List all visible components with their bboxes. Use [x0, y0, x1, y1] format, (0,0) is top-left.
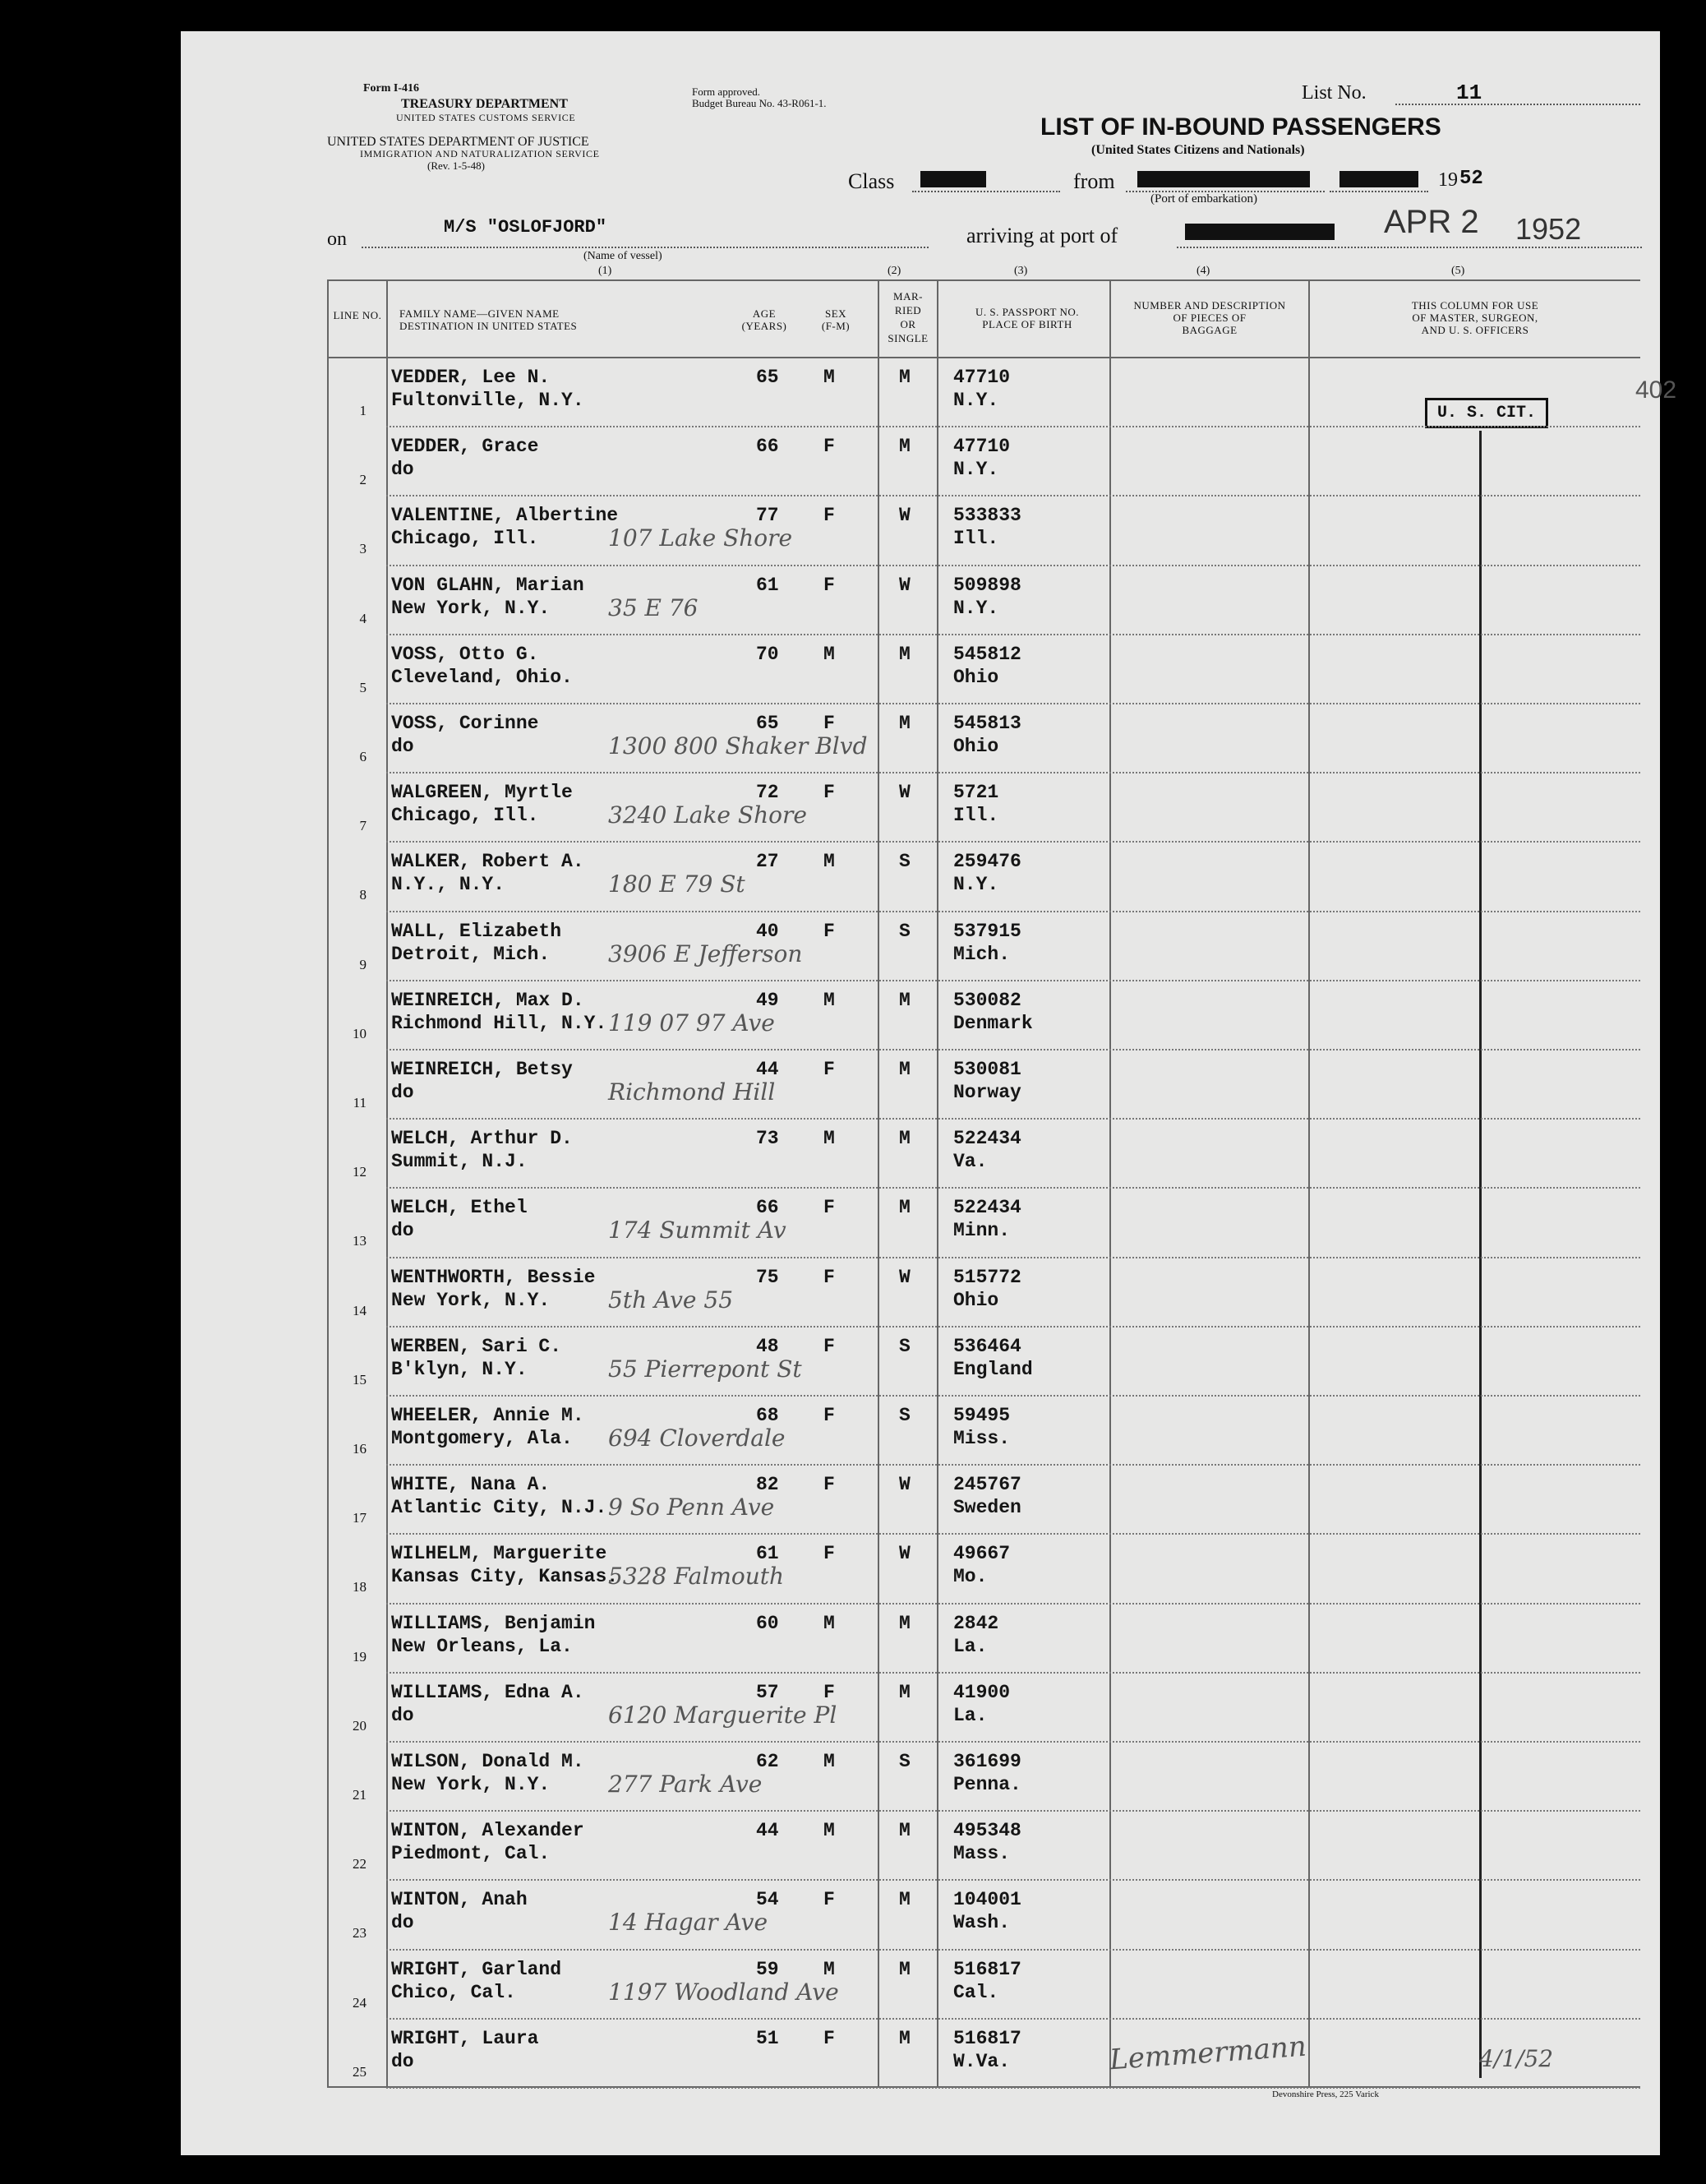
passport-number: 516817 — [953, 2027, 1021, 2049]
place-of-birth: N.Y. — [953, 390, 999, 411]
passenger-marital-status: M — [899, 2027, 911, 2049]
place-of-birth: N.Y. — [953, 459, 999, 481]
passport-number: 536464 — [953, 1335, 1021, 1357]
passenger-destination: N.Y., N.Y. — [391, 874, 505, 896]
passenger-destination: Atlantic City, N.J. — [391, 1497, 607, 1519]
passenger-sex: M — [823, 1612, 835, 1634]
passenger-age: 68 — [756, 1405, 779, 1426]
passenger-age: 60 — [756, 1612, 779, 1634]
passport-number: 47710 — [953, 367, 1011, 388]
passenger-sex: F — [823, 574, 835, 596]
passport-number: 509898 — [953, 574, 1021, 596]
arrival-stamp-date: APR 2 — [1384, 204, 1479, 240]
place-of-birth: Mo. — [953, 1566, 988, 1588]
passenger-marital-status: M — [899, 1612, 911, 1634]
row-line-number: 9 — [359, 956, 367, 972]
row-line-number: 1 — [359, 403, 367, 418]
from-label: from — [1073, 169, 1115, 193]
margin-number: 402 — [1635, 376, 1677, 404]
year-prefix: 19 — [1438, 169, 1458, 191]
row-divider — [386, 1603, 1640, 1605]
passenger-sex: F — [823, 920, 835, 942]
row-line-number: 15 — [353, 1371, 367, 1388]
passenger-marital-status: W — [899, 505, 911, 527]
usc-stamp: U. S. CIT. — [1425, 398, 1548, 428]
place-of-birth: Va. — [953, 1151, 988, 1173]
passenger-name: WEINREICH, Max D. — [391, 989, 584, 1011]
passenger-name: VON GLAHN, Marian — [391, 574, 584, 596]
row-line-number: 23 — [353, 1925, 367, 1942]
passenger-marital-status: S — [899, 920, 911, 942]
handwritten-address: 180 E 79 St — [608, 870, 745, 898]
passenger-name: WALL, Elizabeth — [391, 920, 562, 942]
row-line-number: 2 — [359, 472, 367, 488]
passenger-marital-status: S — [899, 1335, 911, 1357]
passenger-destination: do — [391, 1220, 414, 1242]
row-divider — [386, 1949, 1640, 1951]
passenger-destination: Chico, Cal. — [391, 1981, 516, 2003]
passenger-sex: F — [823, 782, 835, 804]
passenger-destination: New York, N.Y. — [391, 1289, 551, 1311]
vessel-name-label: (Name of vessel) — [583, 250, 662, 262]
passenger-marital-status: M — [899, 643, 911, 665]
on-label: on — [327, 229, 347, 250]
passport-number: 2842 — [953, 1612, 999, 1634]
passenger-destination: do — [391, 459, 414, 481]
handwritten-address: 9 So Penn Ave — [608, 1494, 775, 1521]
passenger-age: 62 — [756, 1751, 779, 1772]
passenger-destination: Chicago, Ill. — [391, 528, 539, 550]
passenger-age: 57 — [756, 1681, 779, 1703]
form-approved: Form approved. — [692, 85, 761, 98]
passenger-age: 66 — [756, 1197, 779, 1219]
passenger-age: 65 — [756, 367, 779, 388]
place-of-birth: N.Y. — [953, 597, 999, 619]
passenger-marital-status: M — [899, 436, 911, 458]
row-divider — [386, 2018, 1640, 2020]
passport-number: 47710 — [953, 436, 1011, 458]
passenger-age: 82 — [756, 1474, 779, 1496]
passenger-sex: M — [823, 851, 835, 873]
row-line-number: 22 — [353, 1856, 367, 1872]
row-divider — [386, 634, 1640, 635]
justice-department: UNITED STATES DEPARTMENT OF JUSTICE — [327, 135, 589, 149]
row-line-number: 14 — [353, 1302, 367, 1318]
passenger-sex: F — [823, 1889, 835, 1911]
passenger-marital-status: M — [899, 1681, 911, 1703]
passport-number: 104001 — [953, 1889, 1021, 1911]
passenger-destination: Richmond Hill, N.Y. — [391, 1012, 607, 1034]
passport-number: 49667 — [953, 1543, 1011, 1565]
from-value-redacted — [1137, 171, 1310, 187]
passenger-name: VOSS, Corinne — [391, 713, 539, 734]
row-divider — [386, 1672, 1640, 1674]
row-line-number: 4 — [359, 610, 367, 626]
row-line-number: 17 — [353, 1510, 367, 1526]
year-suffix: 52 — [1459, 168, 1483, 190]
passenger-marital-status: M — [899, 1128, 911, 1150]
passenger-age: 72 — [756, 782, 779, 804]
place-of-birth: Norway — [953, 1082, 1021, 1103]
passenger-marital-status: M — [899, 1958, 911, 1980]
passenger-destination: Piedmont, Cal. — [391, 1843, 551, 1865]
passenger-marital-status: S — [899, 1751, 911, 1772]
list-no-label: List No. — [1302, 82, 1367, 104]
row-divider — [386, 703, 1640, 704]
passenger-sex: F — [823, 1266, 835, 1288]
row-line-number: 21 — [353, 1787, 367, 1803]
place-of-birth: La. — [953, 1704, 988, 1726]
class-label: Class — [848, 169, 895, 193]
row-line-number: 16 — [353, 1441, 367, 1457]
passenger-name: VALENTINE, Albertine — [391, 505, 619, 527]
passenger-sex: M — [823, 989, 835, 1011]
passenger-marital-status: S — [899, 1405, 911, 1426]
class-value-redacted — [920, 171, 986, 187]
passenger-name: WINTON, Anah — [391, 1889, 528, 1911]
row-line-number: 8 — [359, 887, 367, 903]
passenger-name: WHITE, Nana A. — [391, 1474, 551, 1496]
handwritten-address: 3240 Lake Shore — [608, 801, 807, 829]
row-line-number: 18 — [353, 1579, 367, 1595]
passport-number: 59495 — [953, 1405, 1011, 1426]
passenger-marital-status: M — [899, 1197, 911, 1219]
passport-number: 522434 — [953, 1128, 1021, 1150]
row-line-number: 19 — [353, 1648, 367, 1665]
place-of-birth: Wash. — [953, 1912, 1011, 1934]
passenger-marital-status: W — [899, 1266, 911, 1288]
passenger-name: WHEELER, Annie M. — [391, 1405, 584, 1426]
passenger-age: 40 — [756, 920, 779, 942]
officer-signature: Lemmermann — [1108, 2029, 1307, 2077]
row-divider — [386, 565, 1640, 566]
passport-number: 516817 — [953, 1958, 1021, 1980]
passport-number: 361699 — [953, 1751, 1021, 1772]
port-embarkation-label: (Port of embarkation) — [1150, 192, 1257, 205]
place-of-birth: Ill. — [953, 528, 999, 550]
passenger-age: 48 — [756, 1335, 779, 1357]
passenger-marital-status: M — [899, 1820, 911, 1842]
signature-date: 4/1/52 — [1479, 2045, 1554, 2072]
handwritten-address: 1197 Woodland Ave — [608, 1978, 839, 2006]
col-header-sex: SEX (F-M) — [821, 307, 851, 332]
passport-number: 259476 — [953, 851, 1021, 873]
passenger-sex: F — [823, 1059, 835, 1080]
col-header-line-no: LINE NO. — [333, 309, 382, 321]
passenger-name: WILHELM, Marguerite — [391, 1543, 607, 1565]
place-of-birth: Minn. — [953, 1220, 1011, 1242]
passenger-name: VOSS, Otto G. — [391, 643, 539, 665]
page-subtitle: (United States Citizens and Nationals) — [1091, 143, 1305, 157]
handwritten-address: 694 Cloverdale — [608, 1424, 786, 1452]
passenger-marital-status: W — [899, 782, 911, 804]
row-line-number: 3 — [359, 541, 367, 557]
place-of-birth: Ohio — [953, 666, 999, 688]
handwritten-address: 5th Ave 55 — [608, 1286, 734, 1314]
col-number-2: (2) — [888, 265, 901, 277]
handwritten-address: 174 Summit Av — [608, 1217, 786, 1244]
col-header-baggage: NUMBER AND DESCRIPTION OF PIECES OF BAGGAGE — [1133, 299, 1286, 336]
passenger-sex: F — [823, 2027, 835, 2049]
place-of-birth: Ohio — [953, 736, 999, 757]
passenger-sex: M — [823, 1820, 835, 1842]
passport-number: 41900 — [953, 1681, 1011, 1703]
row-divider — [386, 841, 1640, 843]
passenger-name: WRIGHT, Laura — [391, 2027, 539, 2049]
passport-number: 5721 — [953, 782, 999, 804]
row-line-number: 5 — [359, 679, 367, 695]
passenger-marital-status: M — [899, 989, 911, 1011]
passenger-sex: M — [823, 367, 835, 388]
passenger-sex: F — [823, 1335, 835, 1357]
handwritten-address: 5328 Falmouth — [608, 1563, 785, 1591]
passenger-name: WENTHWORTH, Bessie — [391, 1266, 596, 1288]
passenger-destination: New Orleans, La. — [391, 1635, 573, 1657]
passenger-marital-status: W — [899, 574, 911, 596]
row-divider — [386, 1464, 1640, 1466]
passenger-name: WALGREEN, Myrtle — [391, 782, 573, 804]
passenger-age: 61 — [756, 574, 779, 596]
row-divider — [386, 1257, 1640, 1258]
row-line-number: 7 — [359, 818, 367, 834]
passenger-sex: F — [823, 1405, 835, 1426]
passenger-sex: F — [823, 505, 835, 527]
date-value-redacted — [1339, 171, 1418, 187]
passenger-name: WILSON, Donald M. — [391, 1751, 584, 1772]
passenger-sex: F — [823, 1197, 835, 1219]
row-divider — [386, 1326, 1640, 1327]
handwritten-address: 3906 E Jefferson — [608, 940, 803, 967]
passenger-destination: Cleveland, Ohio. — [391, 666, 573, 688]
handwritten-address: 6120 Marguerite Pl — [608, 1701, 837, 1729]
place-of-birth: La. — [953, 1635, 988, 1657]
passenger-marital-status: M — [899, 367, 911, 388]
handwritten-address: 119 07 97 Ave — [608, 1009, 775, 1037]
col-number-1: (1) — [598, 265, 612, 277]
vessel-name: M/S "OSLOFJORD" — [444, 217, 607, 238]
row-line-number: 6 — [359, 749, 367, 764]
handwritten-address: 107 Lake Shore — [608, 524, 793, 552]
arrival-stamp-year: 1952 — [1515, 212, 1582, 246]
col-header-passport: U. S. PASSPORT NO. PLACE OF BIRTH — [975, 306, 1079, 330]
passenger-marital-status: M — [899, 1059, 911, 1080]
place-of-birth: Mass. — [953, 1843, 1011, 1865]
passenger-destination: B'klyn, N.Y. — [391, 1358, 528, 1380]
row-divider — [386, 1533, 1640, 1535]
row-divider — [386, 1810, 1640, 1812]
passenger-age: 73 — [756, 1128, 779, 1150]
place-of-birth: England — [953, 1358, 1033, 1380]
row-divider — [386, 1187, 1640, 1189]
row-line-number: 25 — [353, 2063, 367, 2080]
passenger-age: 59 — [756, 1958, 779, 1980]
passenger-name: VEDDER, Grace — [391, 436, 539, 458]
passenger-name: WINTON, Alexander — [391, 1820, 584, 1842]
passenger-destination: do — [391, 2050, 414, 2072]
col-number-4: (4) — [1197, 265, 1210, 277]
passport-number: 522434 — [953, 1197, 1021, 1219]
row-divider — [386, 426, 1640, 427]
passenger-age: 77 — [756, 505, 779, 527]
passenger-list-sheet — [181, 31, 1677, 2155]
immigration-service: IMMIGRATION AND NATURALIZATION SERVICE — [360, 148, 600, 159]
row-divider — [386, 911, 1640, 912]
passenger-sex: F — [823, 436, 835, 458]
col-header-name: FAMILY NAME—GIVEN NAME DESTINATION IN UNITED STATES — [399, 307, 578, 332]
passenger-sex: F — [823, 1543, 835, 1565]
passenger-age: 70 — [756, 643, 779, 665]
row-line-number: 10 — [353, 1025, 367, 1041]
passenger-name: WILLIAMS, Edna A. — [391, 1681, 584, 1703]
passenger-destination: New York, N.Y. — [391, 1774, 551, 1795]
passenger-age: 75 — [756, 1266, 779, 1288]
passenger-sex: F — [823, 1474, 835, 1496]
arriving-label: arriving at port of — [966, 224, 1118, 247]
passenger-age: 44 — [756, 1820, 779, 1842]
row-divider — [386, 2087, 1640, 2089]
passenger-destination: Detroit, Mich. — [391, 943, 551, 965]
printer-imprint: Devonshire Press, 225 Varick — [1272, 2089, 1379, 2099]
passenger-sex: M — [823, 1128, 835, 1150]
passenger-name: WALKER, Robert A. — [391, 851, 584, 873]
col-number-3: (3) — [1014, 265, 1028, 277]
col-header-officer-use: THIS COLUMN FOR USE OF MASTER, SURGEON, AND U. S. OFFICERS — [1411, 299, 1539, 336]
place-of-birth: Sweden — [953, 1497, 1021, 1519]
passenger-age: 51 — [756, 2027, 779, 2049]
treasury-department: TREASURY DEPARTMENT — [401, 97, 568, 111]
page-title: LIST OF IN-BOUND PASSENGERS — [1040, 113, 1441, 141]
place-of-birth: Ohio — [953, 1289, 999, 1311]
passenger-marital-status: M — [899, 1889, 911, 1911]
passport-number: 245767 — [953, 1474, 1021, 1496]
passenger-destination: Fultonville, N.Y. — [391, 390, 584, 411]
passenger-name: WERBEN, Sari C. — [391, 1335, 562, 1357]
passenger-sex: M — [823, 1751, 835, 1772]
passenger-destination: do — [391, 1704, 414, 1726]
passenger-destination: Montgomery, Ala. — [391, 1428, 573, 1449]
passenger-age: 49 — [756, 989, 779, 1011]
passenger-destination: Kansas City, Kansas. — [391, 1566, 619, 1588]
passenger-marital-status: M — [899, 713, 911, 734]
row-line-number: 11 — [353, 1095, 367, 1110]
handwritten-address: Richmond Hill — [608, 1078, 776, 1106]
passenger-age: 54 — [756, 1889, 779, 1911]
passenger-destination: do — [391, 736, 414, 757]
place-of-birth: Cal. — [953, 1981, 999, 2003]
passport-number: 545813 — [953, 713, 1021, 734]
passport-number: 545812 — [953, 643, 1021, 665]
passenger-destination: do — [391, 1912, 414, 1934]
row-line-number: 20 — [353, 1717, 367, 1734]
place-of-birth: Penna. — [953, 1774, 1021, 1795]
handwritten-address: 14 Hagar Ave — [608, 1909, 768, 1937]
budget-bureau: Budget Bureau No. 43-R061-1. — [692, 97, 827, 109]
passenger-name: WELCH, Arthur D. — [391, 1128, 573, 1150]
form-revision: (Rev. 1-5-48) — [427, 159, 485, 172]
passenger-destination: New York, N.Y. — [391, 597, 551, 619]
row-divider — [386, 1118, 1640, 1120]
place-of-birth: W.Va. — [953, 2050, 1011, 2072]
passenger-age: 44 — [756, 1059, 779, 1080]
passport-number: 530082 — [953, 989, 1021, 1011]
passenger-name: WILLIAMS, Benjamin — [391, 1612, 596, 1634]
place-of-birth: Denmark — [953, 1012, 1033, 1034]
passport-number: 515772 — [953, 1266, 1021, 1288]
passport-number: 533833 — [953, 505, 1021, 527]
row-line-number: 12 — [353, 1164, 367, 1180]
passenger-name: WEINREICH, Betsy — [391, 1059, 573, 1080]
list-no: 11 — [1456, 81, 1482, 105]
passport-number: 537915 — [953, 920, 1021, 942]
passenger-sex: F — [823, 1681, 835, 1703]
passport-number: 495348 — [953, 1820, 1021, 1842]
row-divider — [386, 1049, 1640, 1050]
passenger-marital-status: S — [899, 851, 911, 873]
form-number: Form I-416 — [363, 82, 420, 95]
row-divider — [386, 1395, 1640, 1397]
passenger-name: VEDDER, Lee N. — [391, 367, 551, 388]
passport-number: 530081 — [953, 1059, 1021, 1080]
passenger-name: WRIGHT, Garland — [391, 1958, 562, 1980]
handwritten-address: 35 E 76 — [608, 593, 699, 621]
passenger-destination: Summit, N.J. — [391, 1151, 528, 1173]
handwritten-address: 277 Park Ave — [608, 1771, 763, 1798]
passenger-age: 66 — [756, 436, 779, 458]
arrival-port-redacted — [1185, 224, 1335, 240]
row-divider — [386, 980, 1640, 981]
place-of-birth: N.Y. — [953, 874, 999, 896]
passenger-sex: M — [823, 1958, 835, 1980]
passenger-sex: F — [823, 713, 835, 734]
handwritten-address: 55 Pierrepont St — [608, 1355, 802, 1383]
passenger-marital-status: W — [899, 1474, 911, 1496]
row-line-number: 13 — [353, 1233, 367, 1249]
row-divider — [386, 1879, 1640, 1881]
passenger-age: 61 — [756, 1543, 779, 1565]
place-of-birth: Ill. — [953, 805, 999, 827]
passenger-age: 65 — [756, 713, 779, 734]
handwritten-address: 1300 800 Shaker Blvd — [608, 732, 868, 760]
col-header-age: AGE (YEARS) — [741, 307, 787, 332]
row-divider — [386, 1741, 1640, 1743]
passenger-destination: do — [391, 1082, 414, 1103]
row-line-number: 24 — [353, 1994, 367, 2011]
passenger-age: 27 — [756, 851, 779, 873]
row-divider — [386, 772, 1640, 773]
place-of-birth: Mich. — [953, 943, 1011, 965]
passenger-destination: Chicago, Ill. — [391, 805, 539, 827]
customs-service: UNITED STATES CUSTOMS SERVICE — [396, 112, 576, 123]
col-header-married: MAR- RIED OR SINGLE — [888, 290, 929, 344]
row-divider — [386, 495, 1640, 496]
passenger-marital-status: W — [899, 1543, 911, 1565]
col-number-5: (5) — [1451, 265, 1465, 277]
passenger-sex: M — [823, 643, 835, 665]
place-of-birth: Miss. — [953, 1428, 1011, 1449]
passenger-name: WELCH, Ethel — [391, 1197, 528, 1219]
